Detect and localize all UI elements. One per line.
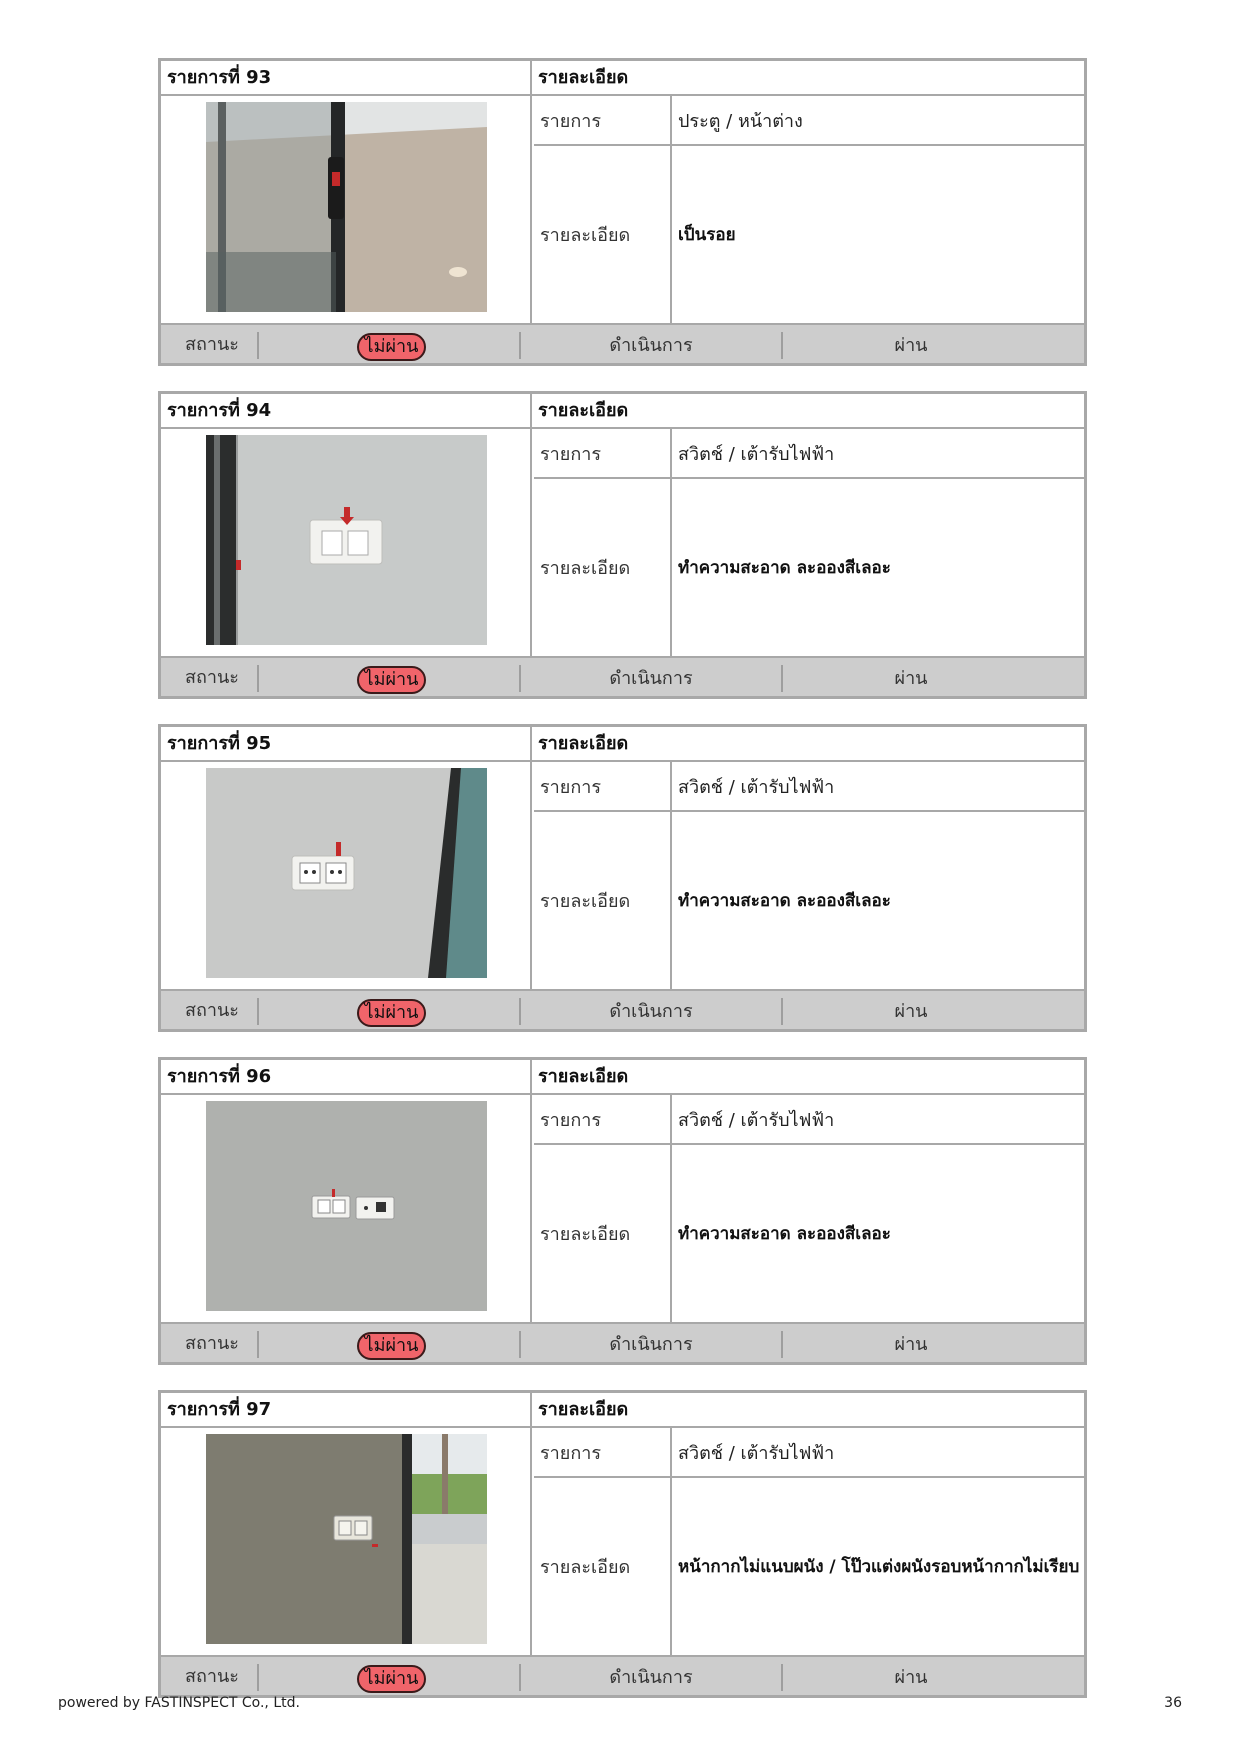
- fail-badge[interactable]: ไม่ผ่าน: [357, 1332, 426, 1360]
- in-progress-option[interactable]: ดำเนินการ: [609, 1001, 693, 1022]
- status-bar: [161, 1322, 1084, 1362]
- pass-option[interactable]: ผ่าน: [894, 1667, 928, 1688]
- details-header: รายละเอียด: [538, 733, 629, 754]
- wall-outlet-photo: [206, 768, 487, 978]
- inspection-card-94: [158, 391, 1087, 699]
- in-progress-option[interactable]: ดำเนินการ: [609, 668, 693, 689]
- pass-option[interactable]: ผ่าน: [894, 335, 928, 356]
- detail-label: รายละเอียด: [534, 1478, 672, 1655]
- detail-label: รายละเอียด: [534, 479, 672, 656]
- inspection-card-93: [158, 58, 1087, 366]
- detail-value: เป็นรอย: [678, 225, 736, 245]
- detail-value: ทำความสะอาด ละอองสีเลอะ: [678, 1224, 891, 1244]
- page-number: 36: [1164, 1695, 1182, 1711]
- item-value: สวิตช์ / เต้ารับไฟฟ้า: [678, 776, 835, 798]
- detail-value: ทำความสะอาด ละอองสีเลอะ: [678, 891, 891, 911]
- item-title: รายการที่ 93: [161, 61, 532, 94]
- fail-badge[interactable]: ไม่ผ่าน: [357, 666, 426, 694]
- inspection-card-96: [158, 1057, 1087, 1365]
- in-progress-option[interactable]: ดำเนินการ: [609, 1667, 693, 1688]
- item-title: รายการที่ 96: [161, 1060, 532, 1093]
- item-label: รายการ: [534, 1428, 672, 1476]
- item-label: รายการ: [534, 429, 672, 477]
- fail-badge[interactable]: ไม่ผ่าน: [357, 999, 426, 1027]
- item-label: รายการ: [534, 1095, 672, 1143]
- wall-switch-photo: [206, 435, 487, 645]
- status-label: สถานะ: [185, 667, 239, 688]
- status-label: สถานะ: [185, 1333, 239, 1354]
- fail-badge[interactable]: ไม่ผ่าน: [357, 333, 426, 361]
- pass-option[interactable]: ผ่าน: [894, 668, 928, 689]
- powered-by-footer: powered by FASTINSPECT Co., Ltd.: [58, 1695, 300, 1711]
- wall-outlet-pair-photo: [206, 1101, 487, 1311]
- item-label: รายการ: [534, 762, 672, 810]
- status-bar: [161, 323, 1084, 363]
- details-header: รายละเอียด: [538, 1066, 629, 1087]
- detail-value: หน้ากากไม่แนบผนัง / โป๊วแต่งผนังรอบหน้ากากไม่เรียบ: [678, 1557, 1080, 1577]
- status-bar: [161, 1655, 1084, 1695]
- status-label: สถานะ: [185, 334, 239, 355]
- status-label: สถานะ: [185, 1000, 239, 1021]
- item-value: สวิตช์ / เต้ารับไฟฟ้า: [678, 1442, 835, 1464]
- status-bar: [161, 989, 1084, 1029]
- inspection-card-97: [158, 1390, 1087, 1698]
- fail-badge[interactable]: ไม่ผ่าน: [357, 1665, 426, 1693]
- in-progress-option[interactable]: ดำเนินการ: [609, 1334, 693, 1355]
- door-glass-scratch-photo: [206, 102, 487, 312]
- details-header: รายละเอียด: [538, 67, 629, 88]
- item-value: ประตู / หน้าต่าง: [678, 110, 803, 132]
- item-value: สวิตช์ / เต้ารับไฟฟ้า: [678, 443, 835, 465]
- item-title: รายการที่ 97: [161, 1393, 532, 1426]
- status-label: สถานะ: [185, 1666, 239, 1687]
- in-progress-option[interactable]: ดำเนินการ: [609, 335, 693, 356]
- item-value: สวิตช์ / เต้ารับไฟฟ้า: [678, 1109, 835, 1131]
- detail-label: รายละเอียด: [534, 146, 672, 323]
- detail-value: ทำความสะอาด ละอองสีเลอะ: [678, 558, 891, 578]
- pass-option[interactable]: ผ่าน: [894, 1001, 928, 1022]
- item-label: รายการ: [534, 96, 672, 144]
- detail-label: รายละเอียด: [534, 812, 672, 989]
- inspection-card-95: [158, 724, 1087, 1032]
- details-header: รายละเอียด: [538, 400, 629, 421]
- pass-option[interactable]: ผ่าน: [894, 1334, 928, 1355]
- item-title: รายการที่ 94: [161, 394, 532, 427]
- details-header: รายละเอียด: [538, 1399, 629, 1420]
- detail-label: รายละเอียด: [534, 1145, 672, 1322]
- status-bar: [161, 656, 1084, 696]
- switch-by-doorway-photo: [206, 1434, 487, 1644]
- item-title: รายการที่ 95: [161, 727, 532, 760]
